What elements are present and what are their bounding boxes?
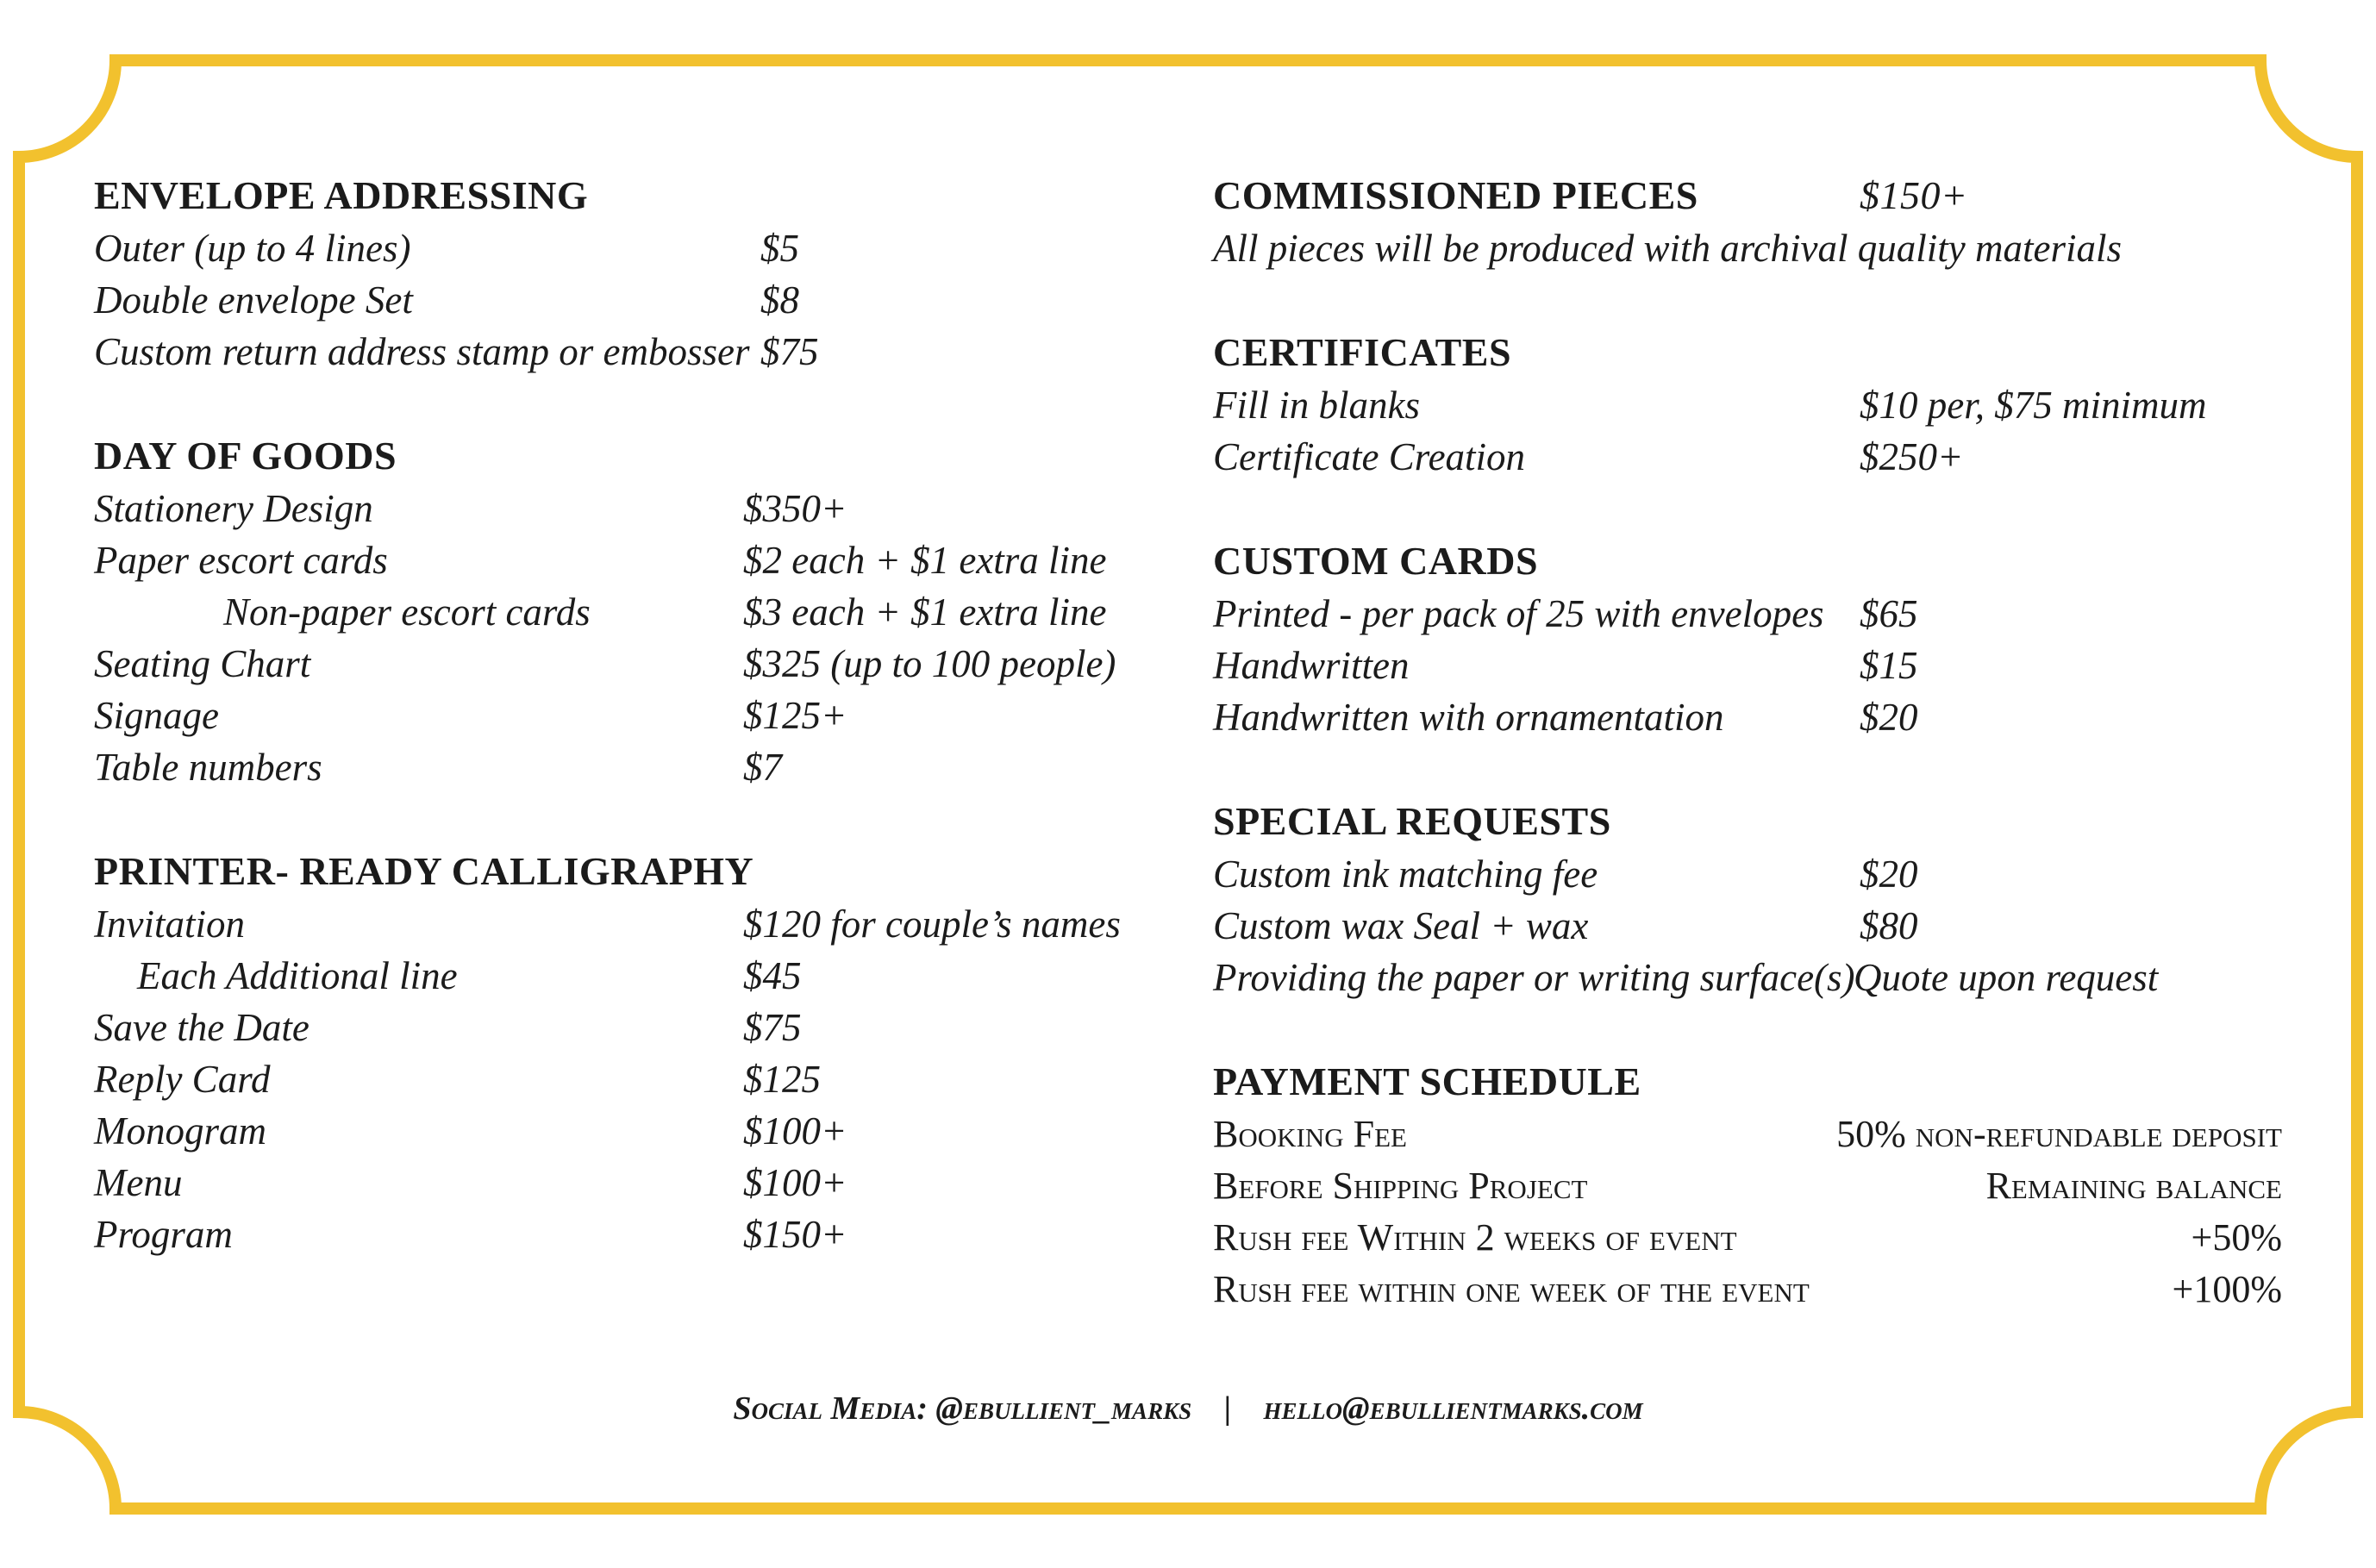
- item-price: $75: [760, 330, 819, 373]
- item-label: Rush fee within one week of the event: [1213, 1268, 1810, 1310]
- item-label: Each Additional line: [137, 954, 458, 997]
- section-heading: ENVELOPE ADDRESSING: [94, 173, 589, 217]
- item-price: $20: [1860, 696, 1918, 739]
- envelope-addressing-section: [94, 169, 1172, 378]
- price-row: [1213, 952, 2282, 1003]
- price-row: [94, 690, 1172, 741]
- item-price: $100+: [743, 1161, 847, 1204]
- item-price: $75: [743, 1006, 802, 1049]
- item-label: Save the Date: [94, 1006, 310, 1049]
- price-row: [1213, 588, 2282, 640]
- item-label: Custom return address stamp or embosser: [94, 330, 750, 373]
- item-price: $3 each + $1 extra line: [743, 590, 1107, 634]
- item-label: Invitation: [94, 903, 245, 946]
- item-label: Printed - per pack of 25 with envelopes: [1213, 592, 1824, 635]
- item-value: +100%: [2172, 1268, 2282, 1310]
- item-price: $7: [743, 746, 782, 789]
- section-heading: PRINTER- READY CALLIGRAPHY: [94, 849, 754, 893]
- item-label: Signage: [94, 694, 219, 737]
- item-label: Menu: [94, 1161, 183, 1204]
- price-row: [94, 534, 1172, 586]
- item-price: $45: [743, 954, 802, 997]
- item-price: $120 for couple’s names: [743, 903, 1121, 946]
- item-price: $325 (up to 100 people): [743, 642, 1116, 685]
- price-row: [94, 898, 1172, 950]
- price-row: [94, 483, 1172, 534]
- item-value: Remaining balance: [1985, 1165, 2282, 1207]
- item-price: $150+: [1860, 173, 1968, 217]
- price-row: [1213, 379, 2282, 431]
- item-value: +50%: [2191, 1216, 2282, 1259]
- day-of-goods-section: [94, 429, 1172, 793]
- price-row: [94, 274, 1172, 326]
- item-price: $65: [1860, 592, 1918, 635]
- section-heading: COMMISSIONED PIECES: [1213, 173, 1698, 217]
- item-label: Handwritten: [1213, 644, 1410, 687]
- item-label: Rush fee Within 2 weeks of event: [1213, 1216, 1737, 1259]
- price-row: [1213, 691, 2282, 743]
- item-label: Table numbers: [94, 746, 322, 789]
- item-label: Seating Chart: [94, 642, 311, 685]
- item-label: Before Shipping Project: [1213, 1165, 1588, 1207]
- item-label: Custom wax Seal + wax: [1213, 904, 1589, 947]
- contact-email: hello@ebullientmarks.com: [1263, 1390, 1643, 1427]
- footer-separator: |: [1223, 1390, 1231, 1427]
- payment-row: [1213, 1264, 2282, 1315]
- printer-ready-calligraphy-section: [94, 845, 1172, 1260]
- payment-row: [1213, 1212, 2282, 1264]
- section-heading: CUSTOM CARDS: [1213, 539, 1539, 583]
- price-row: [1213, 900, 2282, 952]
- payment-row: [1213, 1109, 2282, 1160]
- item-label: Paper escort cards: [94, 539, 388, 582]
- payment-schedule-section: [1213, 1055, 2282, 1315]
- price-row: [94, 1105, 1172, 1157]
- item-price: $150+: [743, 1213, 847, 1256]
- item-price: $350+: [743, 487, 847, 530]
- price-row: [1213, 848, 2282, 900]
- price-row: [94, 950, 1172, 1002]
- item-price: $5: [760, 227, 799, 270]
- section-heading: PAYMENT SCHEDULE: [1213, 1059, 1641, 1103]
- right-column: [1213, 169, 2282, 1367]
- item-price: $125: [743, 1058, 821, 1101]
- item-price: Quote upon request: [1854, 956, 2159, 999]
- social-media-handle: Social Media: @ebullient_marks: [733, 1390, 1192, 1427]
- item-label: Reply Card: [94, 1058, 271, 1101]
- item-price: $2 each + $1 extra line: [743, 539, 1107, 582]
- price-row: [94, 1157, 1172, 1209]
- price-row: [94, 741, 1172, 793]
- price-row: [94, 1002, 1172, 1053]
- custom-cards-section: [1213, 534, 2282, 743]
- item-price: $8: [760, 278, 799, 322]
- item-label: Custom ink matching fee: [1213, 853, 1598, 896]
- item-label: Monogram: [94, 1109, 266, 1153]
- item-price: $20: [1860, 853, 1918, 896]
- price-row: [94, 1053, 1172, 1105]
- left-column: [94, 169, 1172, 1312]
- item-label: Certificate Creation: [1213, 435, 1526, 478]
- item-label: Stationery Design: [94, 487, 373, 530]
- price-row: [94, 326, 1172, 378]
- item-label: Double envelope Set: [94, 278, 413, 322]
- section-heading-row: [1213, 169, 2282, 222]
- section-heading: SPECIAL REQUESTS: [1213, 799, 1611, 843]
- price-row: [94, 638, 1172, 690]
- price-row: [94, 222, 1172, 274]
- item-label: Providing the paper or writing surface(s): [1213, 956, 1855, 999]
- item-label: Program: [94, 1213, 233, 1256]
- price-row: [94, 1209, 1172, 1260]
- price-row: [94, 586, 1172, 638]
- item-label: Outer (up to 4 lines): [94, 227, 411, 270]
- section-heading: CERTIFICATES: [1213, 330, 1512, 374]
- special-requests-section: [1213, 795, 2282, 1003]
- section-heading: DAY OF GOODS: [94, 434, 397, 478]
- item-price: $125+: [743, 694, 847, 737]
- item-label: Handwritten with ornamentation: [1213, 696, 1724, 739]
- section-note: All pieces will be produced with archival quality materials: [1213, 227, 2123, 270]
- item-price: $250+: [1860, 435, 1964, 478]
- commissioned-pieces-section: [1213, 169, 2282, 274]
- item-price: $10 per, $75 minimum: [1860, 384, 2207, 427]
- price-row: [1213, 431, 2282, 483]
- item-value: 50% non-refundable deposit: [1836, 1113, 2282, 1155]
- item-label: Fill in blanks: [1213, 384, 1420, 427]
- item-price: $100+: [743, 1109, 847, 1153]
- item-price: $80: [1860, 904, 1918, 947]
- certificates-section: [1213, 326, 2282, 483]
- payment-row: [1213, 1160, 2282, 1212]
- price-row: [1213, 640, 2282, 691]
- footer: [0, 1390, 2376, 1427]
- item-label: Non-paper escort cards: [223, 590, 591, 634]
- item-label: Booking Fee: [1213, 1113, 1407, 1155]
- item-price: $15: [1860, 644, 1918, 687]
